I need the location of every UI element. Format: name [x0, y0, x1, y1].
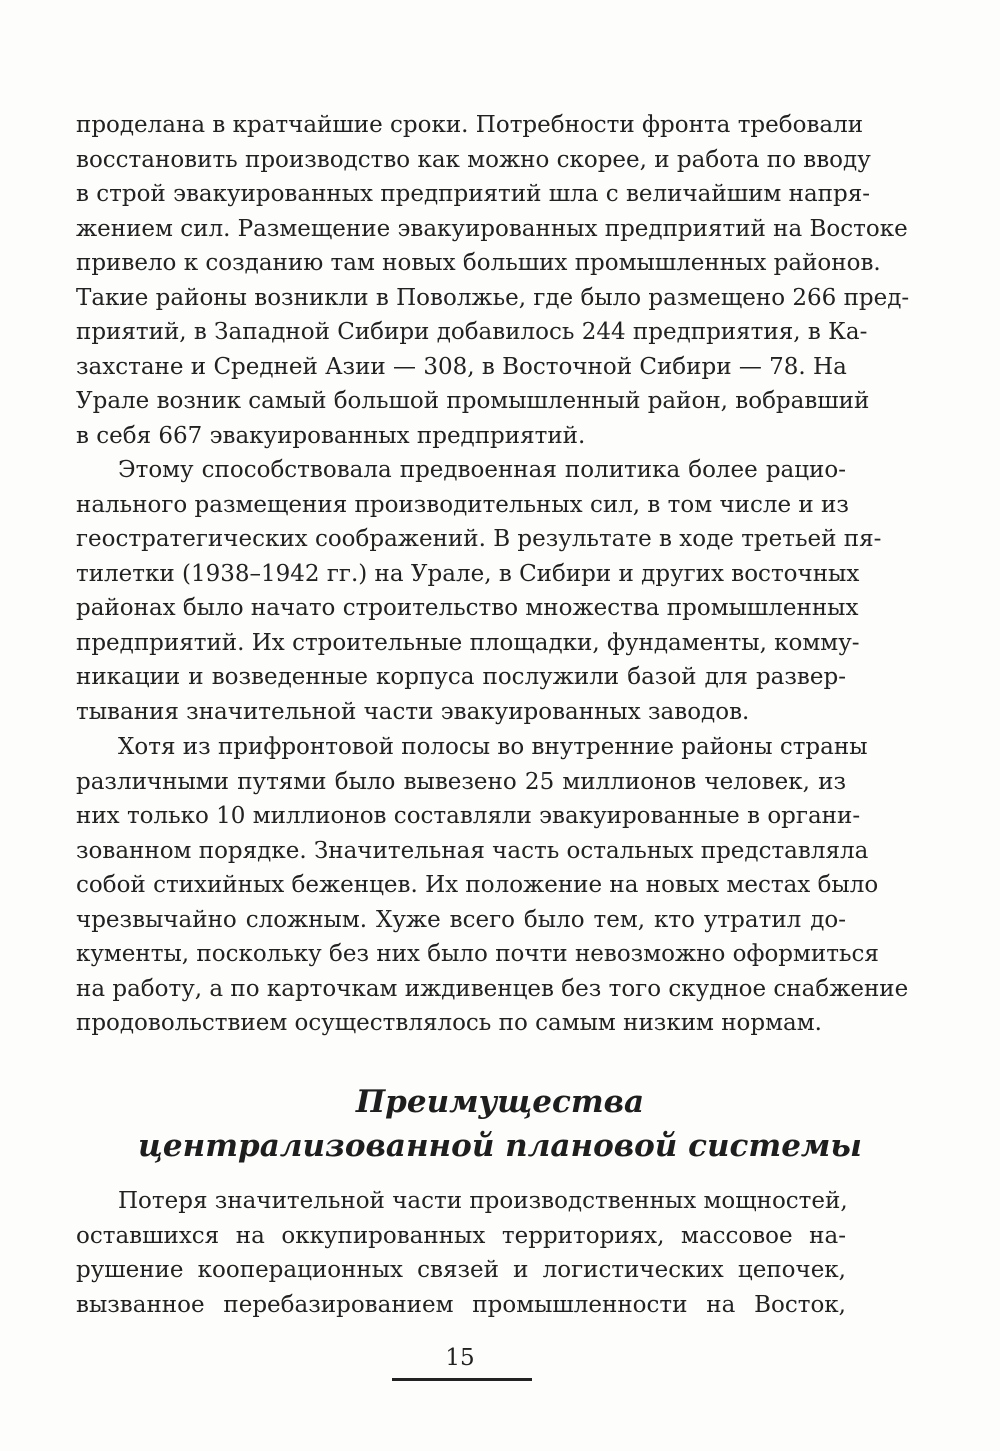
text-line: никации и возведенные корпуса послужили базой для развер- [76, 664, 846, 690]
text-line: привело к созданию там новых больших промышленных районов. [76, 250, 881, 276]
text-line: чрезвычайно сложным. Хуже всего было тем, кто утратил до- [76, 906, 846, 933]
text-line: нального размещения производительных сил, в том числе и из [76, 491, 849, 518]
section-heading-line: централизованной плановой системы [138, 1128, 862, 1164]
text-line: районах было начато строительство множества промышленных [76, 595, 859, 621]
text-line: рушение кооперационных связей и логистических цепочек, [76, 1257, 846, 1283]
text-line: геостратегических соображений. В результате в ходе третьей пя- [76, 526, 882, 552]
text-line: предприятий. Их строительные площадки, фундаменты, комму- [76, 629, 860, 656]
text-line: проделана в кратчайшие сроки. Потребности фронта требовали [76, 112, 864, 138]
page-number: 15 [445, 1345, 475, 1371]
paragraph-refugees [76, 730, 909, 1041]
text-line: на работу, а по карточкам иждивенцев без того скудное снабжение [76, 975, 909, 1002]
text-line: захстане и Средней Азии — 308, в Восточной Сибири — 78. На [76, 353, 847, 380]
text-line: различными путями было вывезено 25 миллионов человек, из [76, 768, 846, 795]
text-line: в строй эвакуированных предприятий шла с величайшим напря- [76, 181, 870, 207]
text-line: приятий, в Западной Сибири добавилось 244 предприятия, в Ка- [76, 319, 868, 345]
text-line: тывания значительной части эвакуированных заводов. [76, 698, 750, 725]
text-line: жением сил. Размещение эвакуированных предприятий на Востоке [76, 215, 908, 242]
text-line: вызванное перебазированием промышленности на Восток, [76, 1291, 846, 1318]
page-number-rule [392, 1378, 532, 1381]
paragraph-evacuation-results [76, 108, 910, 453]
text-line: кументы, поскольку без них было почти невозможно оформиться [76, 941, 879, 967]
text-line: собой стихийных беженцев. Их положение на новых местах было [76, 872, 879, 898]
text-line: в себя 667 эвакуированных предприятий. [76, 422, 586, 449]
text-line: продовольствием осуществлялось по самым низким нормам. [76, 1010, 822, 1036]
text-line: тилетки (1938–1942 гг.) на Урале, в Сибири и других восточных [76, 560, 860, 587]
paragraph-prewar-policy [76, 453, 882, 729]
text-line: Урале возник самый большой промышленный район, вобравший [76, 388, 870, 414]
section-heading [0, 1080, 1000, 1168]
text-line: Хотя из прифронтовой полосы во внутренние районы страны [118, 734, 868, 760]
text-line: оставшихся на оккупированных территориях, массовое на- [76, 1222, 846, 1249]
text-line: Этому способствовала предвоенная политика более рацио- [118, 457, 846, 483]
text-line: восстановить производство как можно скорее, и работа по вводу [76, 146, 871, 173]
text-line: Такие районы возникли в Поволжье, где было размещено 266 пред- [76, 284, 910, 311]
paragraph-planned-system [76, 1184, 846, 1322]
text-line: них только 10 миллионов составляли эвакуированные в органи- [76, 803, 861, 829]
text-line: Потеря значительной части производственных мощностей, [118, 1188, 848, 1214]
section-heading-line: Преимущества [355, 1084, 645, 1120]
text-line: зованном порядке. Значительная часть остальных представляла [76, 837, 869, 864]
